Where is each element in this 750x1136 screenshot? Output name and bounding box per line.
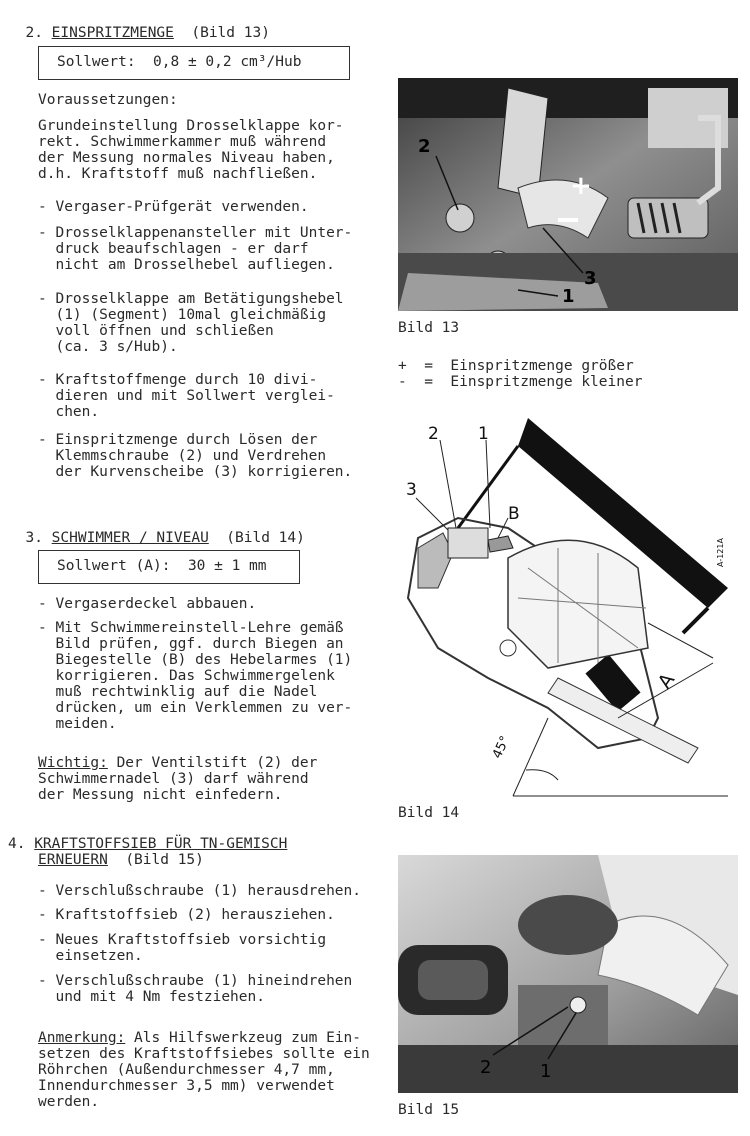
figure-14-diagram (398, 418, 738, 798)
float-gauge-diagram (398, 418, 738, 798)
list-item: - Verschlußschraube (1) herausdrehen. (38, 883, 362, 899)
figure-caption: Bild 15 (398, 1102, 460, 1118)
note-line: Innendurchmesser 3,5 mm) verwendet (38, 1078, 335, 1094)
list-item-line: meiden. (38, 716, 117, 732)
list-item: - Kraftstoffsieb (2) herausziehen. (38, 907, 335, 923)
list-item-line: muß rechtwinklig auf die Nadel (38, 684, 318, 700)
figure-caption: Bild 14 (398, 805, 460, 821)
section-number: 4. (8, 836, 26, 852)
list-item-line: drücken, um ein Verklemmen zu ver- (38, 700, 353, 716)
legend-minus: - = Einspritzmenge kleiner (398, 374, 643, 390)
legend-plus: + = Einspritzmenge größer (398, 358, 634, 374)
section-2-heading (8, 8, 270, 42)
section-title: SCHWIMMER / NIVEAU (51, 530, 209, 546)
note-line: Als Hilfswerkzeug zum Ein- (125, 1030, 362, 1046)
note-label: Anmerkung: (38, 1030, 126, 1046)
list-item-line: voll öffnen und schließen (38, 323, 274, 339)
callout-label: 1 (478, 424, 489, 444)
list-item-line: korrigieren. Das Schwimmergelenk (38, 668, 335, 684)
section-title-line: ERNEUERN (38, 852, 108, 868)
list-item: - Vergaser-Prüfgerät verwenden. (38, 199, 309, 215)
list-item-line: druck beaufschlagen - er darf (38, 241, 309, 257)
text-line: d.h. Kraftstoff muß nachfließen. (38, 166, 318, 182)
list-item-line: und mit 4 Nm festziehen. (38, 989, 265, 1005)
list-item: - Drosselklappenansteller mit Unter- (38, 225, 353, 241)
callout-label: 2 (418, 136, 431, 157)
figure-caption: Bild 13 (398, 320, 460, 336)
note-line: setzen des Kraftstoffsiebes sollte ein (38, 1046, 370, 1062)
note-label: Wichtig: (38, 755, 108, 771)
note-line: werden. (38, 1094, 100, 1110)
list-item-line: der Kurvenscheibe (3) korrigieren. (38, 464, 353, 480)
fuel-filter-photo (398, 855, 738, 1093)
note-line: Der Ventilstift (2) der (107, 755, 318, 771)
section-number: 3. (25, 530, 43, 546)
carburetor-linkage-photo (398, 78, 738, 311)
note-line: Schwimmernadel (3) darf während (38, 771, 309, 787)
list-item-line: Klemmschraube (2) und Verdrehen (38, 448, 327, 464)
callout-label: 1 (562, 286, 575, 307)
list-item-line: chen. (38, 404, 100, 420)
drawing-code: A-121A (715, 538, 725, 567)
callout-label: 2 (480, 1057, 492, 1078)
callout-label: B (508, 504, 520, 524)
section-number: 2. (25, 25, 43, 41)
callout-label: 3 (406, 480, 417, 500)
note-line: der Messung nicht einfedern. (38, 787, 283, 803)
section-title: EINSPRITZMENGE (51, 25, 174, 41)
sollwert-text: Sollwert (A): 30 ± 1 mm (57, 558, 267, 574)
prerequisites-label: Voraussetzungen: (38, 92, 178, 108)
list-item: - Vergaserdeckel abbauen. (38, 596, 257, 612)
list-item: - Drosselklappe am Betätigungshebel (38, 291, 344, 307)
list-item-line: einsetzen. (38, 948, 143, 964)
list-item-line: (1) (Segment) 10mal gleichmäßig (38, 307, 327, 323)
figure-reference: (Bild 14) (226, 530, 305, 546)
list-item: - Verschlußschraube (1) hineindrehen (38, 973, 353, 989)
list-item: - Mit Schwimmereinstell-Lehre gemäß (38, 620, 344, 636)
figure-13-photo (398, 78, 738, 311)
list-item-line: Biegestelle (B) des Hebelarmes (1) (38, 652, 353, 668)
sollwert-box (38, 46, 350, 80)
list-item: - Einspritzmenge durch Lösen der (38, 432, 318, 448)
figure-reference: (Bild 15) (125, 852, 204, 868)
list-item-line: nicht am Drosselhebel aufliegen. (38, 257, 335, 273)
sollwert-text: Sollwert: 0,8 ± 0,2 cm³/Hub (57, 54, 302, 70)
list-item-line: Bild prüfen, ggf. durch Biegen an (38, 636, 344, 652)
sollwert-box (38, 550, 300, 584)
list-item-line: (ca. 3 s/Hub). (38, 339, 178, 355)
section-title: KRAFTSTOFFSIEB FÜR TN-GEMISCH (34, 836, 288, 852)
section-3-heading (8, 513, 305, 547)
text-line: rekt. Schwimmerkammer muß während (38, 134, 327, 150)
svg-text:+: + (570, 171, 592, 201)
callout-label: 2 (428, 424, 439, 444)
callout-label: 3 (584, 268, 597, 289)
list-item: - Kraftstoffmenge durch 10 divi- (38, 372, 318, 388)
angle-label: 45° (489, 733, 514, 762)
figure-15-photo (398, 855, 738, 1093)
text-line: Grundeinstellung Drosselklappe kor- (38, 118, 344, 134)
list-item: - Neues Kraftstoffsieb vorsichtig (38, 932, 327, 948)
figure-reference: (Bild 13) (191, 25, 270, 41)
list-item-line: dieren und mit Sollwert verglei- (38, 388, 335, 404)
dimension-label: A (653, 669, 680, 693)
callout-label: 1 (540, 1061, 552, 1082)
text-line: der Messung normales Niveau haben, (38, 150, 335, 166)
note-line: Röhrchen (Außendurchmesser 4,7 mm, (38, 1062, 335, 1078)
